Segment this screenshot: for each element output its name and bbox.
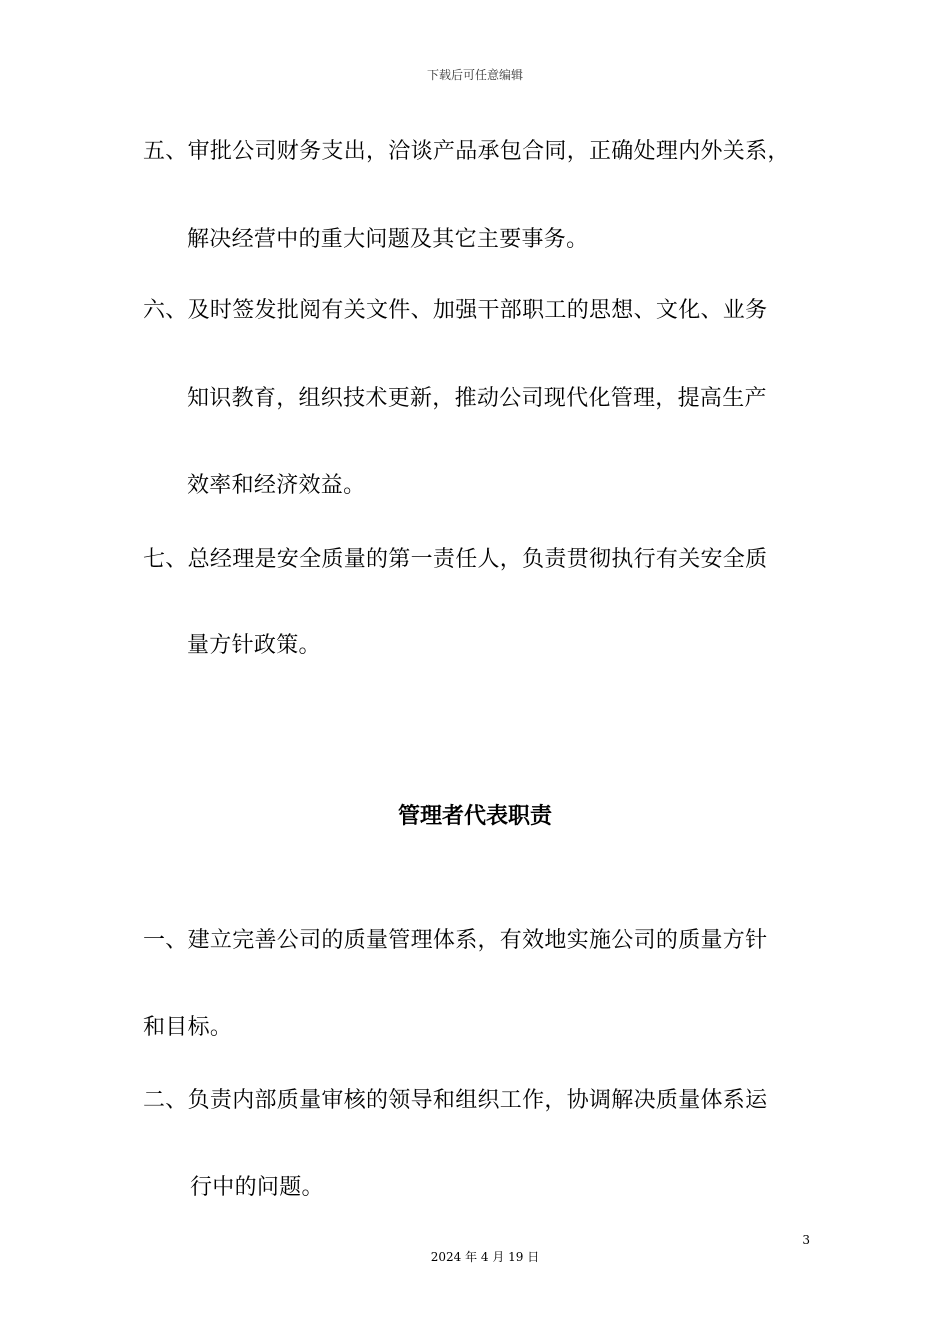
- clause-7-line-1: 七、总经理是安全质量的第一责任人，负责贯彻执行有关安全质: [143, 547, 768, 572]
- page-number: 3: [802, 1233, 810, 1247]
- duty-2-line-1: 二、负责内部质量审核的领导和组织工作，协调解决质量体系运: [143, 1088, 768, 1113]
- clause-5-line-1: 五、审批公司财务支出，洽谈产品承包合同，正确处理内外关系，: [143, 139, 790, 164]
- section-heading: 管理者代表职责: [397, 804, 552, 829]
- duty-2-line-2: 行中的问题。: [190, 1175, 324, 1200]
- clause-6-line-1: 六、及时签发批阅有关文件、加强干部职工的思想、文化、业务: [143, 298, 768, 323]
- footer-date: 2024 年 4 月 19 日: [430, 1250, 540, 1264]
- duty-1-line-1: 一、建立完善公司的质量管理体系，有效地实施公司的质量方针: [143, 928, 768, 953]
- clause-6-line-2: 知识教育，组织技术更新，推动公司现代化管理，提高生产: [187, 386, 767, 411]
- clause-6-line-3: 效率和经济效益。: [187, 473, 366, 498]
- duty-1-line-2: 和目标。: [143, 1015, 233, 1040]
- clause-7-line-2: 量方针政策。: [187, 633, 321, 658]
- clause-5-line-2: 解决经营中的重大问题及其它主要事务。: [187, 227, 589, 252]
- page-header: 下载后可任意编辑: [426, 68, 523, 82]
